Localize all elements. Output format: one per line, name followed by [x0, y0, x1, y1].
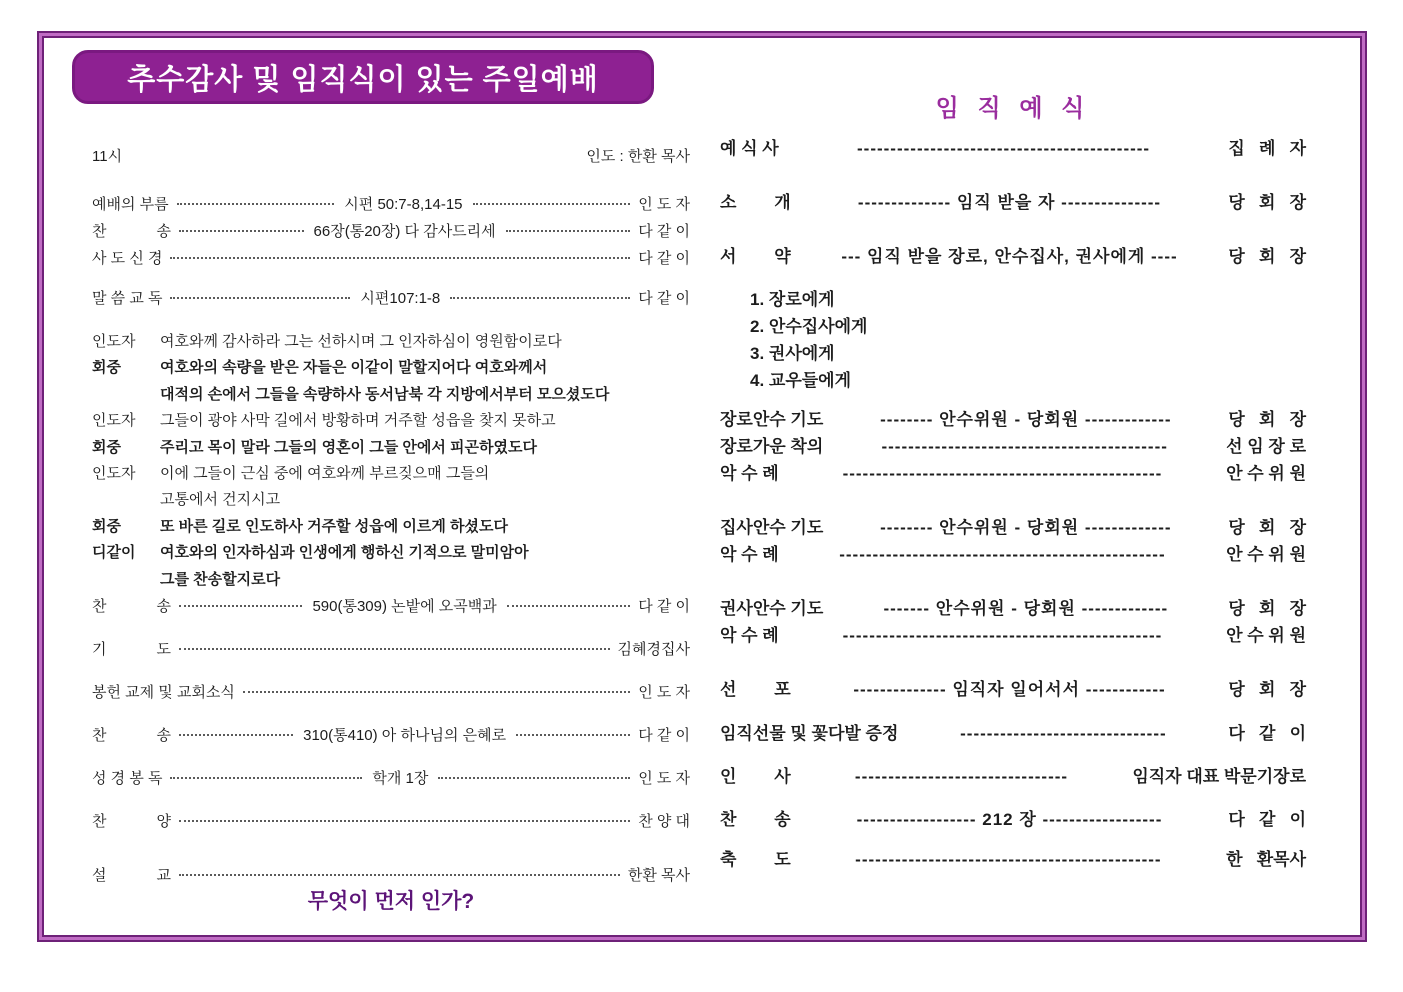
pledge-item: 4. 교우들에게 — [750, 371, 852, 390]
ordination-performer: 선 임 장 로 — [1226, 437, 1306, 456]
ordination-label: 서 약 — [720, 247, 791, 266]
program-performer: 다 같 이 — [638, 250, 690, 267]
dotted-leader — [170, 257, 630, 259]
ordination-performer: 당 회 장 — [1228, 410, 1306, 429]
program-label: 찬 송 — [92, 598, 171, 616]
ordination-row — [720, 763, 1306, 790]
dotted-leader — [507, 605, 630, 607]
ordination-performer: 다 같 이 — [1228, 810, 1306, 829]
bulletin-title-banner — [72, 50, 654, 104]
program-label: 설 교 — [92, 867, 171, 885]
pledge-list — [750, 286, 1306, 394]
reading-speaker — [92, 567, 160, 593]
reading-line — [92, 355, 690, 381]
reading-text: 그들이 광야 사막 길에서 방황하며 거주할 성읍을 찾지 못하고 — [160, 412, 556, 430]
dotted-leader — [179, 820, 630, 822]
ordination-performer: 다 같 이 — [1228, 724, 1306, 743]
program-performer: 인 도 자 — [638, 684, 690, 702]
reading-text: 그를 찬송할지로다 — [160, 570, 281, 588]
ordination-performer: 당 회 장 — [1228, 193, 1306, 212]
program-label: 찬 송 — [92, 727, 171, 745]
ordination-row — [720, 595, 1306, 622]
ordination-performer: 안 수 위 원 — [1226, 464, 1306, 483]
program-row — [92, 765, 690, 792]
reading-text: 여호와의 인자하심과 인생에게 행하신 기적으로 말미암아 — [160, 544, 529, 562]
dash-leader: -------------------------------- — [854, 767, 1069, 786]
dotted-leader — [450, 297, 630, 299]
ordination-performer: 안 수 위 원 — [1226, 626, 1306, 645]
program-label: 사 도 신 경 — [92, 250, 163, 267]
ordination-row — [720, 514, 1306, 541]
ordination-label: 소 개 — [720, 193, 791, 212]
ordination-performer: 당 회 장 — [1228, 680, 1306, 699]
dotted-leader — [243, 691, 630, 693]
ordination-label: 악 수 례 — [720, 464, 779, 483]
reading-speaker — [92, 382, 160, 408]
dash-leader: ------------------------------------------------ — [842, 626, 1163, 645]
ordination-label: 악 수 례 — [720, 545, 779, 564]
ordination-performer: 당 회 장 — [1228, 518, 1306, 537]
dotted-leader — [473, 203, 631, 205]
reading-text: 이에 그들이 근심 중에 여호와께 부르짖으매 그들의 — [160, 465, 490, 483]
program-row — [92, 285, 690, 312]
ordination-label: 장로안수 기도 — [720, 410, 824, 429]
ordination-column — [720, 95, 1306, 873]
program-row — [92, 593, 690, 620]
dash-leader: ------------------ 212 장 ------------------ — [856, 810, 1163, 829]
program-detail: 66장(통20장) 다 감사드리세 — [313, 223, 496, 240]
program-detail: 시편 50:7-8,14-15 — [344, 196, 463, 213]
ordination-label: 인 사 — [720, 767, 791, 786]
program-row — [92, 722, 690, 749]
service-header — [92, 143, 690, 170]
dotted-leader — [177, 203, 335, 205]
reading-line — [92, 435, 690, 461]
ordination-row — [720, 541, 1306, 568]
program-label: 예배의 부름 — [92, 196, 169, 213]
program-row — [92, 245, 690, 272]
dash-leader: ------------------------------- — [960, 724, 1167, 743]
reading-line — [92, 382, 690, 408]
dotted-leader — [179, 874, 620, 876]
worship-order-column — [92, 143, 690, 915]
pledge-item: 2. 안수집사에게 — [750, 317, 868, 336]
reading-line — [92, 567, 690, 593]
ordination-row — [720, 846, 1306, 873]
program-performer: 인 도 자 — [638, 770, 691, 788]
ordination-label: 집사안수 기도 — [720, 518, 824, 537]
bulletin-title: 추수감사 및 임직식이 있는 주일예배 — [127, 63, 599, 96]
program-row — [92, 679, 690, 706]
program-performer: 한환 목사 — [627, 867, 690, 885]
program-performer: 다 같 이 — [638, 290, 691, 307]
program-label: 봉헌 교제 및 교회소식 — [92, 684, 235, 702]
dash-leader: --- 임직 받을 장로, 안수집사, 권사에게 ---- — [841, 247, 1178, 266]
ordination-row — [720, 806, 1306, 833]
program-label: 성 경 봉 독 — [92, 770, 163, 788]
ordination-label: 예 식 사 — [720, 139, 779, 158]
dash-leader: -------------- 임직자 일어서서 ------------ — [853, 680, 1166, 699]
reading-text: 고통에서 건지시고 — [160, 491, 281, 509]
responsive-reading — [92, 329, 690, 593]
reading-text: 대적의 손에서 그들을 속량하사 동서남북 각 지방에서부터 모으셨도다 — [160, 385, 610, 403]
dotted-leader — [438, 777, 630, 779]
ordination-row — [720, 433, 1306, 460]
ordination-performer: 당 회 장 — [1228, 599, 1306, 618]
dash-leader: -------------------------------------------- — [857, 139, 1151, 158]
ordination-performer: 임직자 대표 박문기장로 — [1132, 767, 1306, 786]
ordination-row — [720, 460, 1306, 487]
reading-text: 여호와께 감사하라 그는 선하시며 그 인자하심이 영원함이로다 — [160, 333, 562, 350]
program-performer: 다 같 이 — [638, 598, 690, 616]
dash-leader: ------------------------------------------- — [881, 437, 1168, 456]
program-detail: 590(통309) 논밭에 오곡백과 — [312, 598, 497, 616]
program-performer: 인 도 자 — [638, 196, 690, 213]
ordination-row — [720, 406, 1306, 433]
program-label: 기 도 — [92, 641, 171, 659]
program-performer: 찬 양 대 — [638, 813, 690, 831]
program-detail: 학개 1장 — [372, 770, 429, 788]
reading-speaker: 회중 — [92, 517, 121, 535]
ordination-row — [720, 189, 1306, 216]
dotted-leader — [179, 648, 610, 650]
dotted-leader — [179, 734, 293, 736]
program-performer: 다 같 이 — [638, 727, 690, 745]
ordination-label: 악 수 례 — [720, 626, 779, 645]
ordination-label: 찬 송 — [720, 810, 791, 829]
reading-speaker — [92, 487, 160, 513]
dotted-leader — [170, 297, 350, 299]
program-performer: 다 같 이 — [638, 223, 691, 240]
ordination-row — [720, 243, 1306, 270]
reading-speaker: 회중 — [92, 438, 121, 456]
dotted-leader — [170, 777, 362, 779]
ordination-label: 장로가운 착의 — [720, 437, 824, 456]
program-row — [92, 191, 690, 218]
reading-line — [92, 514, 690, 540]
dash-leader: ------------------------------------------------ — [842, 464, 1163, 483]
dash-leader: -------- 안수위원 - 당회원 ------------- — [880, 410, 1172, 429]
program-row — [92, 808, 690, 835]
ordination-row — [720, 676, 1306, 703]
dash-leader: -------- 안수위원 - 당회원 ------------- — [880, 518, 1172, 537]
decorative-border — [37, 31, 1367, 942]
ordination-performer: 안 수 위 원 — [1226, 545, 1306, 564]
ordination-label: 임직선물 및 꽃다발 증정 — [720, 724, 899, 743]
ordination-performer: 당 회 장 — [1228, 247, 1306, 266]
ordination-label: 선 포 — [720, 680, 791, 699]
pledge-item: 1. 장로에게 — [750, 290, 835, 309]
reading-line — [92, 408, 690, 434]
ordination-performer: 집 례 자 — [1228, 139, 1306, 158]
sermon-title: 무엇이 먼저 인가? — [307, 890, 475, 914]
dash-leader: -------------- 임직 받을 자 --------------- — [857, 193, 1162, 212]
service-leader: 인도 : 한환 목사 — [586, 148, 690, 165]
program-label: 찬 송 — [92, 223, 171, 240]
reading-speaker: 인도자 — [92, 465, 136, 483]
dash-leader: ---------------------------------------------- — [855, 850, 1162, 869]
ordination-title: 임 직 예 식 — [935, 95, 1091, 122]
program-label: 말 씀 교 독 — [92, 290, 163, 307]
reading-line — [92, 487, 690, 513]
reading-line — [92, 540, 690, 566]
reading-line — [92, 329, 690, 355]
ordination-row — [720, 622, 1306, 649]
program-detail: 310(통410) 아 하나님의 은혜로 — [303, 727, 507, 745]
pledge-item: 3. 권사에게 — [750, 344, 835, 363]
dotted-leader — [506, 230, 631, 232]
reading-line — [92, 461, 690, 487]
program-row — [92, 862, 690, 889]
ordination-label: 축 도 — [720, 850, 791, 869]
reading-speaker: 회중 — [92, 359, 121, 377]
reading-text: 주리고 목이 말라 그들의 영혼이 그들 안에서 피곤하였도다 — [160, 438, 537, 456]
reading-speaker: 디같이 — [92, 544, 136, 562]
ordination-performer: 한 환목사 — [1226, 850, 1306, 869]
program-label: 찬 양 — [92, 813, 171, 831]
dotted-leader — [516, 734, 630, 736]
program-row — [92, 636, 690, 663]
ordination-row — [720, 135, 1306, 162]
reading-speaker: 인도자 — [92, 412, 136, 430]
program-row — [92, 218, 690, 245]
dotted-leader — [179, 230, 304, 232]
reading-text: 여호와의 속량을 받은 자들은 이같이 말할지어다 여호와께서 — [160, 359, 548, 377]
ordination-row — [720, 720, 1306, 747]
dash-leader: ------------------------------------------------- — [839, 545, 1166, 564]
program-detail: 시편107:1-8 — [360, 290, 441, 307]
reading-text: 또 바른 길로 인도하사 거주할 성읍에 이르게 하셨도다 — [160, 517, 508, 535]
dash-leader: ------- 안수위원 - 당회원 ------------- — [883, 599, 1169, 618]
program-performer: 김혜경집사 — [617, 641, 690, 659]
reading-speaker: 인도자 — [92, 333, 136, 350]
ordination-label: 권사안수 기도 — [720, 599, 824, 618]
service-time: 11시 — [92, 148, 123, 165]
dotted-leader — [179, 605, 302, 607]
